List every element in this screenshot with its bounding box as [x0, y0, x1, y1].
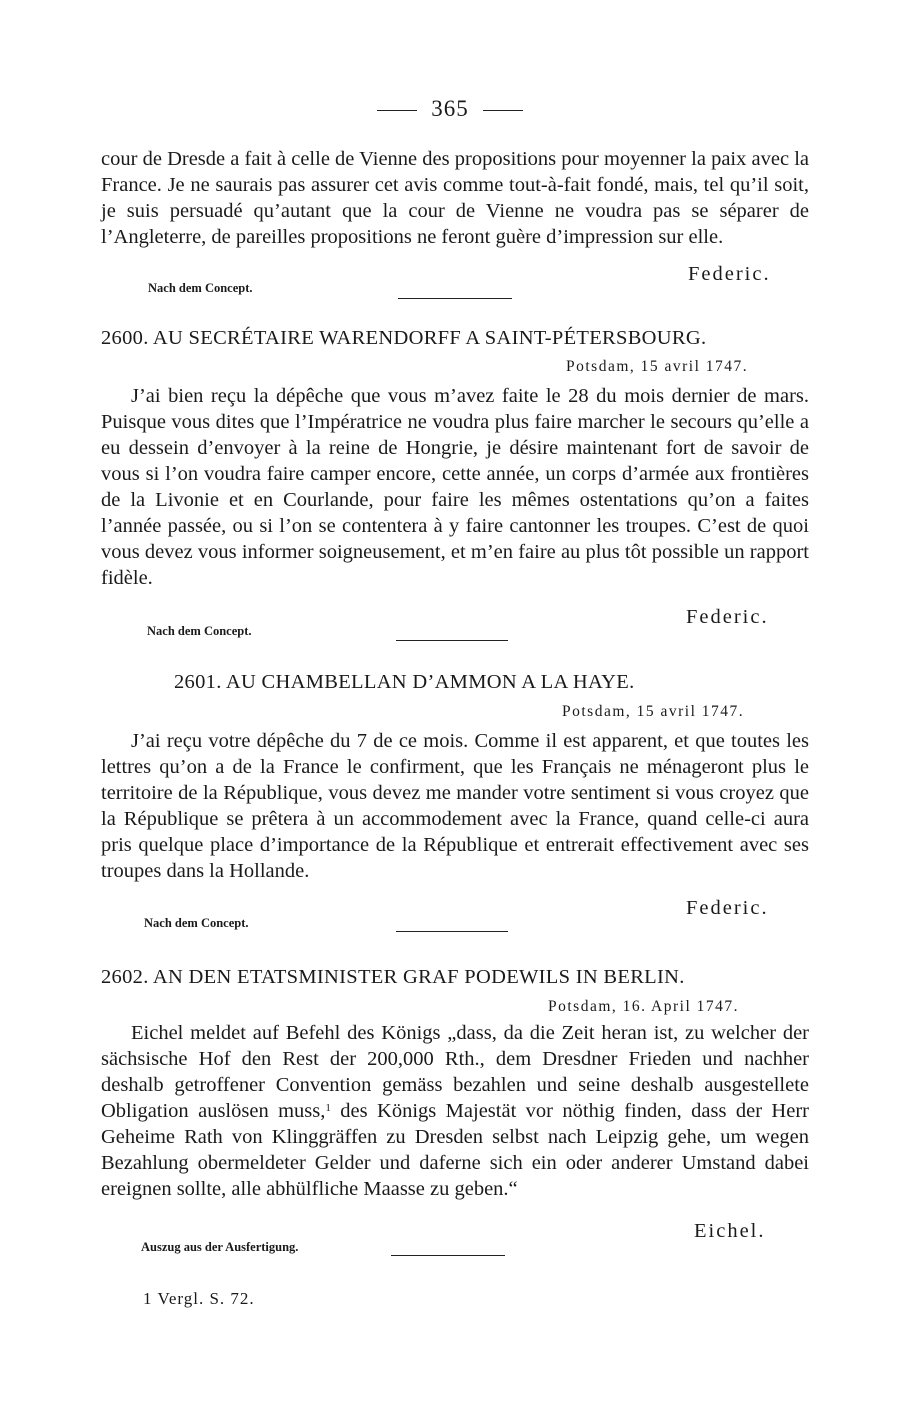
letter-2602-body — [101, 1020, 809, 1202]
letter-2602-body-part1: Eichel meldet auf Befehl des Königs „dass, da die Zeit heran ist, zu welcher der sächsische Hof den Rest der 200,000 Rth., dem Dresdner Frieden und nachher deshalb getroffener Convention gemäss bezahlen und seine deshalb ausgestellete Obligation auslösen muss, — [101, 1022, 809, 1122]
letter-2602-signature: Eichel. — [694, 1220, 766, 1242]
letter-2600-signature: Federic. — [686, 606, 769, 628]
letter-2602-title: 2602. AN DEN ETATSMINISTER GRAF PODEWILS IN BERLIN. — [101, 966, 685, 988]
intro-paragraph: cour de Dresde a fait à celle de Vienne des propositions pour moyenner la paix avec la France. Je ne saurais pas assurer cet avis comme tout-à-fait fondé, mais, tel qu’il soit, je suis persuadé qu’autant que la cour de Vienne ne voudra pas se séparer de l’Angleterre, de pareilles propositions ne feront guère d’impression sur elle. — [101, 148, 809, 248]
page-number: 365 — [431, 96, 469, 121]
intro-source-note: Nach dem Concept. — [148, 281, 253, 295]
letter-2601-title: 2601. AU CHAMBELLAN D’AMMON A LA HAYE. — [174, 671, 635, 693]
letter-2601-date: Potsdam, 15 avril 1747. — [562, 703, 745, 720]
letter-2601-body: J’ai reçu votre dépêche du 7 de ce mois. Comme il est apparent, et que toutes les lettres qu’on a de la France le confirment, que les Français ne ménageront plus le territoire de la République, vous devez me mander votre sentiment si vous croyez que la République se prêtera à un accommodement avec la France, quand celle-ci aura pris quelque place d’importance de la République et entrerait effectivement avec ses troupes dans la Hollande. — [101, 730, 809, 882]
letter-2602-source-note: Auszug aus der Ausfertigung. — [141, 1240, 299, 1254]
letter-2600-body: J’ai bien reçu la dépêche que vous m’avez faite le 28 du mois dernier de mars. Puisque vous dites que l’Impératrice ne voudra plus faire marcher le secours qu’elle a eu dessein d’envoyer à la reine de Hongrie, je désire maintenant fort de savoir de vous si l’on voudra faire camper encore, cette année, un corps d’armée aux frontières de la Livonie et en Courlande, pour faire les mêmes ostentations qu’on a faites l’année passée, ou si l’on se contentera à y faire cantonner les troupes. C’est de quoi vous devez vous informer soigneusement, et m’en faire au plus tôt possible un rapport fidèle. — [101, 385, 809, 589]
intro-signature: Federic. — [688, 263, 771, 285]
header-rule-right — [483, 110, 523, 111]
header-rule-left — [377, 110, 417, 111]
letter-2600-source-note: Nach dem Concept. — [147, 624, 252, 638]
letter-2602-date: Potsdam, 16. April 1747. — [548, 998, 740, 1015]
letter-2602-body-part2: des Königs Majestät vor nöthig finden, dass der Herr Geheime Rath von Klinggräffen zu Dresden selbst nach Leipzig gehe, um wegen Bezahlung obermeldeter Gelder und daferne sich ein oder anderer Umstand dabei ereignen sollte, alle abhülfliche Maasse zu geben.“ — [101, 1100, 809, 1200]
section-separator — [396, 931, 508, 932]
section-separator — [391, 1255, 505, 1256]
letter-2601-signature: Federic. — [686, 897, 769, 919]
letter-2600-date: Potsdam, 15 avril 1747. — [566, 358, 749, 375]
section-separator — [396, 640, 508, 641]
section-separator — [398, 298, 512, 299]
letter-2600-title: 2600. AU SECRÉTAIRE WARENDORFF A SAINT-PÉTERSBOURG. — [101, 327, 707, 349]
footnote-reference: 1 — [325, 1102, 331, 1114]
page-header — [0, 96, 900, 122]
footnote: 1 Vergl. S. 72. — [143, 1289, 255, 1308]
letter-2601-source-note: Nach dem Concept. — [144, 916, 249, 930]
